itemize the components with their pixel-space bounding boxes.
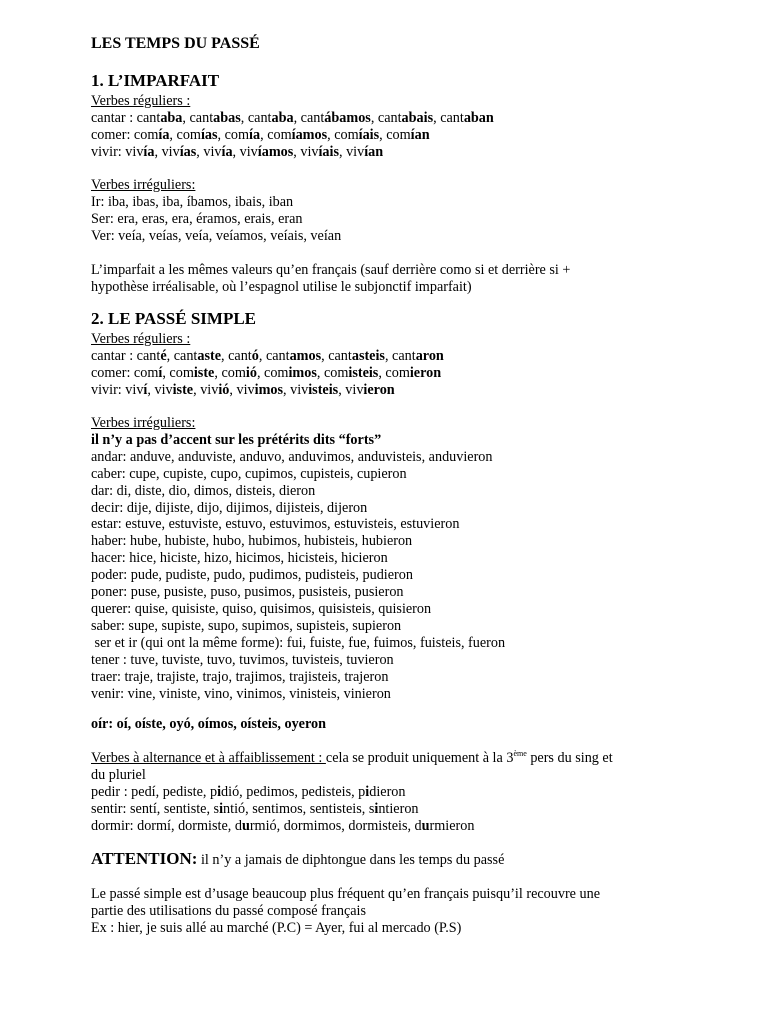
verb-text: , viv — [193, 381, 219, 398]
strong-preterite-note: il n’y a pas d’accent sur les prétérits dits “forts” — [91, 431, 382, 448]
verb-text: , viv — [147, 381, 173, 398]
ending-bold: iste — [193, 364, 215, 381]
conjugation-line — [91, 382, 691, 399]
ending-bold: ían — [410, 126, 430, 143]
verb-text: cantar : cant — [91, 347, 161, 364]
ending-bold: i — [374, 800, 379, 817]
ending-bold: asteis — [351, 347, 385, 364]
verb-text: , cant — [166, 347, 198, 364]
conjugation-line: traer: traje, trajiste, trajo, trajimos, trajisteis, trajeron — [91, 668, 389, 685]
ending-bold: ió — [245, 364, 257, 381]
attention-label: ATTENTION: — [91, 849, 198, 868]
ending-bold: ábamos — [324, 109, 371, 126]
verb-text: , cant — [258, 347, 290, 364]
conclusion-block — [91, 886, 691, 937]
verb-text: , viv — [196, 143, 222, 160]
verb-text: , viv — [232, 143, 258, 160]
verb-text: dieron — [369, 783, 406, 800]
verb-text: , com — [217, 126, 250, 143]
verb-text: , com — [214, 364, 246, 381]
verb-text: , cant — [370, 109, 402, 126]
ending-bold: ía — [158, 126, 170, 143]
conjugation-line: poder: pude, pudiste, pudo, pudimos, pudisteis, pudieron — [91, 567, 413, 584]
alternance-text-end: pers du sing et — [526, 750, 613, 766]
ending-bold: íamos — [257, 143, 294, 160]
ending-bold: é — [160, 347, 167, 364]
conjugation-line — [91, 801, 691, 818]
conjugation-line: tener : tuve, tuviste, tuvo, tuvimos, tuvisteis, tuvieron — [91, 651, 394, 668]
verb-text: , viv — [283, 381, 309, 398]
conclusion-line: Le passé simple est d’usage beaucoup plus fréquent qu’en français puisqu’il recouvre une — [91, 886, 600, 902]
ending-bold: imos — [288, 364, 317, 381]
verb-text: pedir : pedí, pediste, p — [91, 783, 218, 800]
conjugation-line: Ir: iba, ibas, iba, íbamos, ibais, iban — [91, 193, 294, 210]
conjugation-line — [91, 365, 691, 382]
ending-bold: ieron — [363, 381, 395, 398]
ending-bold: ió — [218, 381, 230, 398]
ending-bold: imos — [254, 381, 283, 398]
conjugation-line — [91, 110, 691, 127]
ending-bold: ías — [179, 143, 197, 160]
passe-simple-irregular-label: Verbes irréguliers: — [91, 415, 196, 431]
conjugation-line — [91, 127, 691, 144]
conjugation-line: querer: quise, quisiste, quiso, quisimos, quisisteis, quisieron — [91, 600, 432, 617]
conjugation-line: poner: puse, pusiste, puso, pusimos, pusisteis, pusieron — [91, 584, 404, 601]
verb-text: , viv — [154, 143, 180, 160]
verb-text: , com — [327, 126, 359, 143]
verb-text: , viv — [338, 381, 364, 398]
conjugation-line: hacer: hice, hiciste, hizo, hicimos, hicisteis, hicieron — [91, 550, 388, 567]
alternance-text-continued: du pluriel — [91, 766, 146, 783]
ending-bold: íamos — [291, 126, 328, 143]
ending-bold: i — [217, 783, 222, 800]
heading-passe-simple: 2. LE PASSÉ SIMPLE — [91, 309, 257, 328]
conjugation-line: estar: estuve, estuviste, estuvo, estuvimos, estuvisteis, estuvieron — [91, 516, 460, 533]
ending-bold: aba — [160, 109, 183, 126]
ending-bold: íais — [318, 143, 339, 160]
ending-bold: iste — [172, 381, 194, 398]
ending-bold: i — [219, 800, 224, 817]
ending-bold: ían — [364, 143, 384, 160]
verb-text: comer: com — [91, 364, 159, 381]
ending-bold: isteis — [348, 364, 379, 381]
conjugation-line: saber: supe, supiste, supo, supimos, supisteis, supieron — [91, 617, 402, 634]
ending-bold: ieron — [409, 364, 442, 381]
ending-bold: i — [365, 783, 370, 800]
verb-text: , com — [256, 364, 289, 381]
conjugation-line: haber: hube, hubiste, hubo, hubimos, hubisteis, hubieron — [91, 533, 413, 550]
ending-bold: isteis — [308, 381, 339, 398]
page-title: LES TEMPS DU PASSÉ — [91, 35, 260, 52]
verb-text: , com — [260, 126, 292, 143]
verb-text: , com — [169, 126, 201, 143]
conjugation-line — [91, 784, 691, 801]
imparfait-regular-label: Verbes réguliers : — [91, 93, 191, 109]
imparfait-irregular-block — [91, 177, 691, 245]
ending-bold: ía — [221, 143, 233, 160]
conjugation-line: andar: anduve, anduviste, anduvo, anduvimos, anduvisteis, anduvieron — [91, 448, 493, 465]
verb-text: , viv — [229, 381, 255, 398]
verb-text: ntió, sentimos, sentisteis, s — [223, 800, 375, 817]
verb-text: , viv — [338, 143, 365, 160]
ending-bold: ías — [200, 126, 218, 143]
verb-text: , com — [162, 364, 194, 381]
alternance-label: Verbes à alternance et à affaiblissement : — [91, 750, 326, 766]
ending-bold: aba — [271, 109, 294, 126]
heading-imparfait: 1. L’IMPARFAIT — [91, 71, 220, 90]
verb-text: sentir: sentí, sentiste, s — [91, 800, 220, 817]
ending-bold: aste — [197, 347, 222, 364]
verb-text: dormir: dormí, dormiste, d — [91, 817, 242, 834]
ending-bold: u — [241, 817, 250, 834]
verb-text: , cant — [384, 347, 416, 364]
ending-bold: í — [158, 364, 163, 381]
oir-conjugation: oír: oí, oíste, oyó, oímos, oísteis, oyeron — [91, 716, 326, 732]
verb-text: comer: com — [91, 126, 159, 143]
alternance-block — [91, 750, 691, 835]
verb-text: ntieron — [378, 800, 419, 817]
ordinal-superscript: ème — [513, 749, 527, 758]
ending-bold: abas — [213, 109, 241, 126]
note-line: L’imparfait a les mêmes valeurs qu’en français (sauf derrière como si et derrière si + — [91, 262, 571, 278]
imparfait-irregular-label: Verbes irréguliers: — [91, 177, 196, 193]
verb-text: , com — [379, 126, 411, 143]
conjugation-line — [91, 348, 691, 365]
attention-note — [91, 851, 691, 869]
ending-bold: ía — [249, 126, 261, 143]
passe-simple-regular-block — [91, 331, 691, 399]
verb-text: , com — [316, 364, 349, 381]
imparfait-note — [91, 262, 691, 296]
conjugation-line — [91, 818, 691, 835]
passe-simple-irregular-block — [91, 415, 691, 702]
conjugation-line: caber: cupe, cupiste, cupo, cupimos, cupisteis, cupieron — [91, 465, 407, 482]
ending-bold: abais — [401, 109, 434, 126]
verb-text: dió, pedimos, pedisteis, p — [221, 783, 366, 800]
ending-bold: ó — [251, 347, 259, 364]
verb-text: , com — [378, 364, 410, 381]
ending-bold: amos — [289, 347, 322, 364]
imparfait-regular-block — [91, 93, 691, 161]
verb-text: rmieron — [429, 817, 475, 834]
verb-text: rmió, dormimos, dormisteis, d — [249, 817, 422, 834]
ending-bold: aban — [463, 109, 494, 126]
passe-simple-regular-label: Verbes réguliers : — [91, 331, 191, 347]
conclusion-line: Ex : hier, je suis allé au marché (P.C) = Ayer, fui al mercado (P.S) — [91, 919, 462, 936]
attention-text: il n’y a jamais de diphtongue dans les temps du passé — [197, 852, 505, 868]
verb-text: , cant — [293, 109, 325, 126]
note-line: hypothèse irréalisable, où l’espagnol utilise le subjonctif imparfait) — [91, 278, 472, 295]
ending-bold: í — [143, 381, 148, 398]
verb-text: , viv — [293, 143, 319, 160]
verb-text: , cant — [221, 347, 252, 364]
conjugation-line — [91, 144, 691, 161]
verb-text: , cant — [240, 109, 272, 126]
ending-bold: íais — [358, 126, 380, 143]
verb-text: , cant — [321, 347, 352, 364]
ending-bold: aron — [415, 347, 444, 364]
conjugation-line: venir: vine, viniste, vino, vinimos, vinisteis, vinieron — [91, 685, 391, 702]
alternance-text: cela se produit uniquement à la 3 — [325, 750, 514, 766]
conjugation-line: dar: di, diste, dio, dimos, disteis, dieron — [91, 482, 316, 499]
verb-text: , cant — [182, 109, 214, 126]
conjugation-line: decir: dije, dijiste, dijo, dijimos, dijisteis, dijeron — [91, 499, 368, 516]
conclusion-line: partie des utilisations du passé composé français — [91, 902, 367, 919]
verb-text: vivir: viv — [91, 143, 144, 160]
verb-text: vivir: viv — [91, 381, 144, 398]
verb-text: cantar : cant — [91, 109, 161, 126]
ending-bold: u — [421, 817, 430, 834]
verb-text: , cant — [433, 109, 464, 126]
conjugation-line: Ver: veía, veías, veía, veíamos, veíais, veían — [91, 227, 342, 244]
conjugation-line: ser et ir (qui ont la même forme): fui, fuiste, fue, fuimos, fuisteis, fueron — [91, 634, 506, 651]
conjugation-line: Ser: era, eras, era, éramos, erais, eran — [91, 210, 303, 227]
ending-bold: ía — [143, 143, 155, 160]
